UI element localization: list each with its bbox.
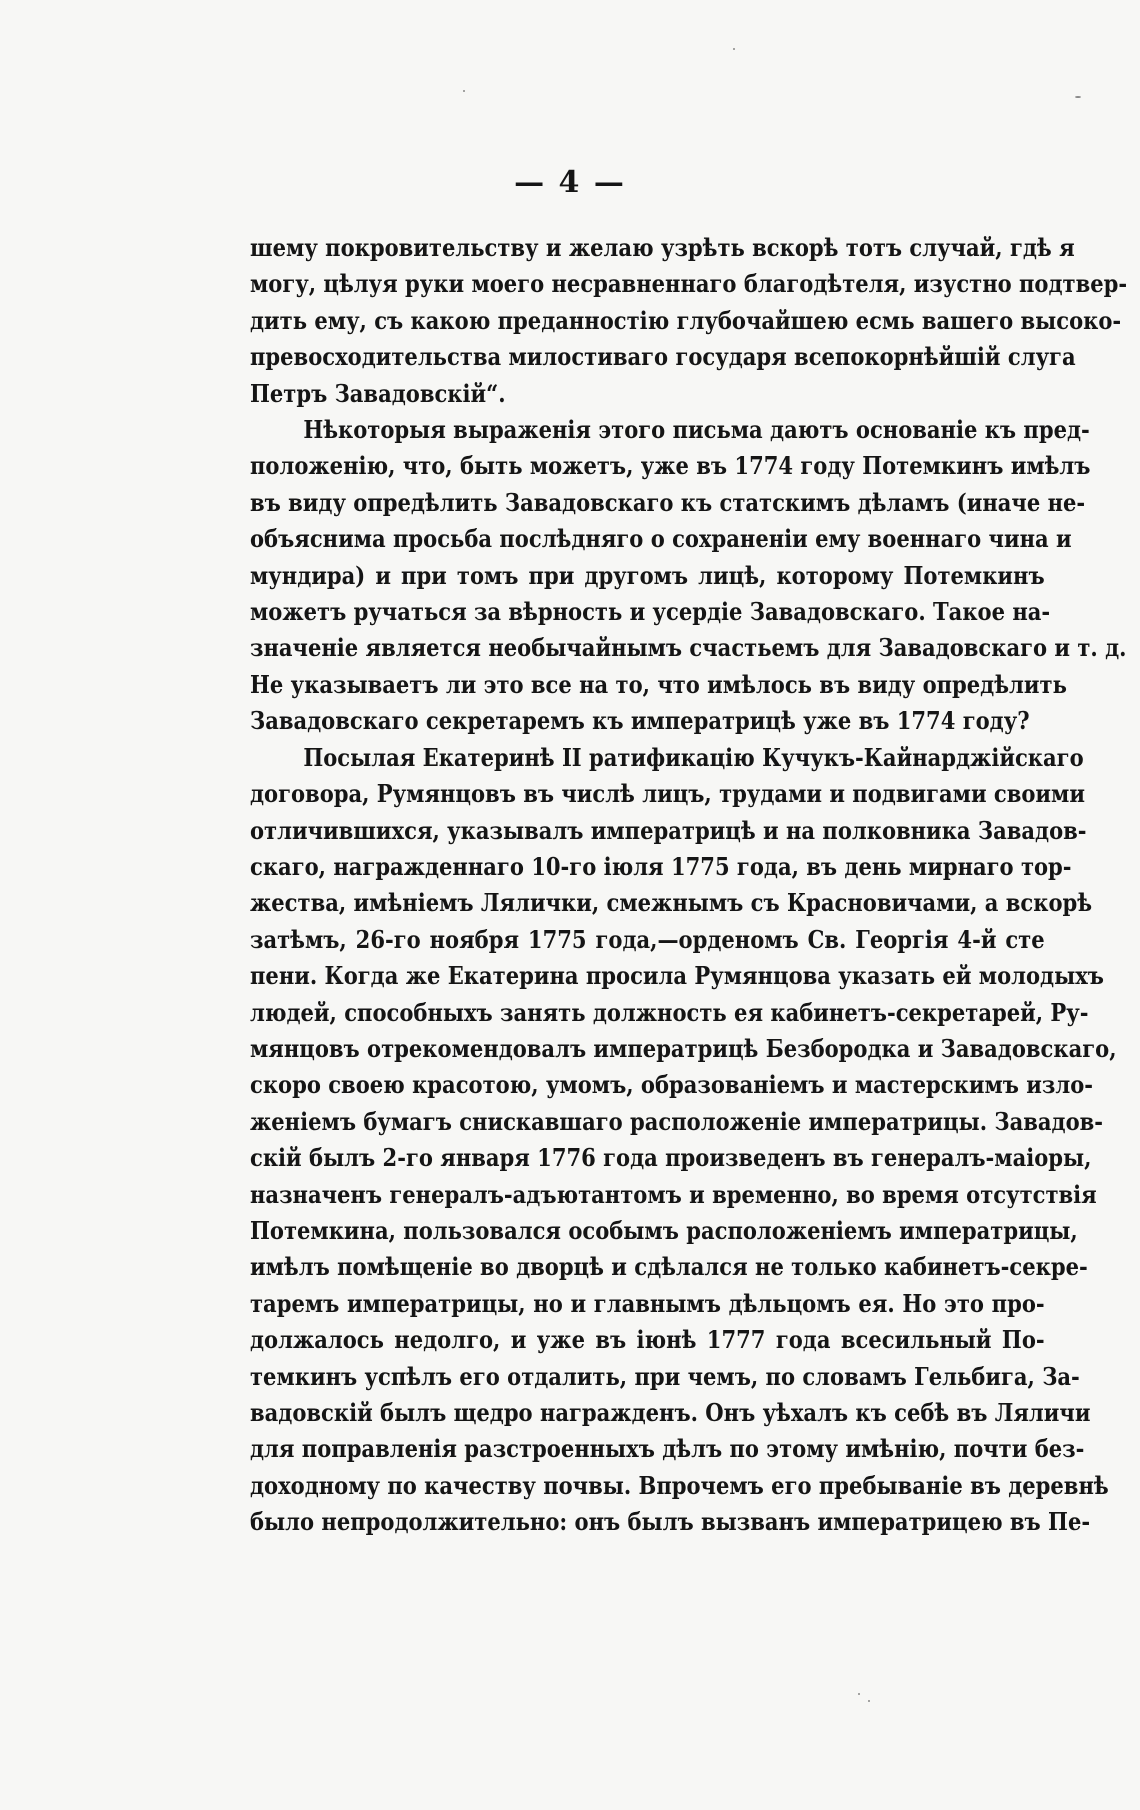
text-line: скоро своею красотою, умомъ, образованіемъ и мастерскимъ изло- [250,1070,1094,1100]
scan-speck [733,48,735,50]
text-line: Не указываетъ ли это все на то, что имѣлось въ виду опредѣлить [250,669,1067,699]
paragraph-2 [250,412,1127,740]
text-line: должалось недолго, и уже въ іюнѣ 1777 года всесильный По- [250,1325,1045,1355]
text-line: отличившихся, указывалъ императрицѣ и на полковника Завадов- [250,815,1087,845]
text-line: положенію, что, быть можетъ, уже въ 1774 году Потемкинъ имѣлъ [250,451,1091,481]
text-line: Петръ Завадовскій“. [250,378,506,408]
text-line: можетъ ручаться за вѣрность и усердіе Завадовскаго. Такое на- [250,597,1051,627]
scan-speck [858,1693,860,1695]
text-line: объяснима просьба послѣдняго о сохраненіи ему военнаго чина и [250,524,1072,554]
body-text [250,230,1128,1541]
text-line: могу, цѣлуя руки моего несравненнаго благодѣтеля, изустно подтвер- [250,269,1128,299]
text-line: было непродолжительно: онъ былъ вызванъ императрицею въ Пе- [250,1507,1091,1537]
text-line: затѣмъ, 26-го ноября 1775 года,—орденомъ Св. Георгія 4-й сте [250,924,1045,954]
scan-speck [463,90,465,92]
paragraph-1 [250,230,1128,412]
text-line: скаго, награжденнаго 10-го іюля 1775 года, въ день мирнаго тор- [250,851,1072,881]
text-line: для поправленія разстроенныхъ дѣлъ по этому имѣнію, почти без- [250,1434,1085,1464]
text-line: людей, способныхъ занять должность ея кабинетъ-секретарей, Ру- [250,997,1089,1027]
text-line: назначенъ генералъ-адъютантомъ и временно, во время отсутствія [250,1179,1097,1209]
text-line: скій былъ 2-го января 1776 года произведенъ въ генералъ-маіоры, [250,1143,1092,1173]
text-line: вадовскій былъ щедро награжденъ. Онъ уѣхалъ къ себѣ въ Ляличи [250,1398,1091,1427]
text-line: Посылая Екатеринѣ II ратификацію Кучукъ-Кайнарджійскаго [303,742,1084,772]
text-line: въ виду опредѣлить Завадовскаго къ статскимъ дѣламъ (иначе не- [250,487,1086,517]
scan-speck [868,1700,870,1702]
scan-speck [1075,96,1081,98]
text-line: шему покровительству и желаю узрѣть вскорѣ тотъ случай, гдѣ я [250,233,1075,262]
text-line: имѣлъ помѣщеніе во дворцѣ и сдѣлался не только кабинетъ-секре- [250,1252,1088,1282]
text-line: жества, имѣніемъ Лялички, смежнымъ съ Красновичами, а вскорѣ [250,888,1093,918]
text-line: таремъ императрицы, но и главнымъ дѣльцомъ ея. Но это про- [250,1288,1045,1318]
text-line: доходному по качеству почвы. Впрочемъ его пребываніе въ деревнѣ [250,1470,1109,1500]
text-line: Завадовскаго секретаремъ къ императрицѣ уже въ 1774 году? [250,706,1030,736]
text-line: мундира) и при томъ при другомъ лицѣ, которому Потемкинъ [250,560,1045,590]
text-line: темкинъ успѣлъ его отдалить, при чемъ, по словамъ Гельбига, За- [250,1361,1080,1391]
text-line: женіемъ бумагъ снискавшаго расположеніе императрицы. Завадов- [250,1106,1104,1136]
text-line: пени. Когда же Екатерина просила Румянцова указать ей молодыхъ [250,961,1104,991]
page-number: — 4 — [514,165,626,200]
text-line: Нѣкоторыя выраженія этого письма даютъ основаніе къ пред- [303,415,1090,445]
paragraph-3 [250,740,1117,1541]
text-line: мянцовъ отрекомендовалъ императрицѣ Безбородка и Завадовскаго, [250,1033,1117,1063]
text-line: дить ему, съ какою преданностію глубочайшею есмь вашего высоко- [250,305,1122,335]
text-line: превосходительства милостиваго государя всепокорнѣйшій слуга [250,342,1076,372]
text-line: значеніе является необычайнымъ счастьемъ для Завадовскаго и т. д. [250,633,1127,663]
text-line: Потемкина, пользовался особымъ расположеніемъ императрицы, [250,1215,1078,1245]
text-line: договора, Румянцовъ въ числѣ лицъ, трудами и подвигами своими [250,779,1085,809]
